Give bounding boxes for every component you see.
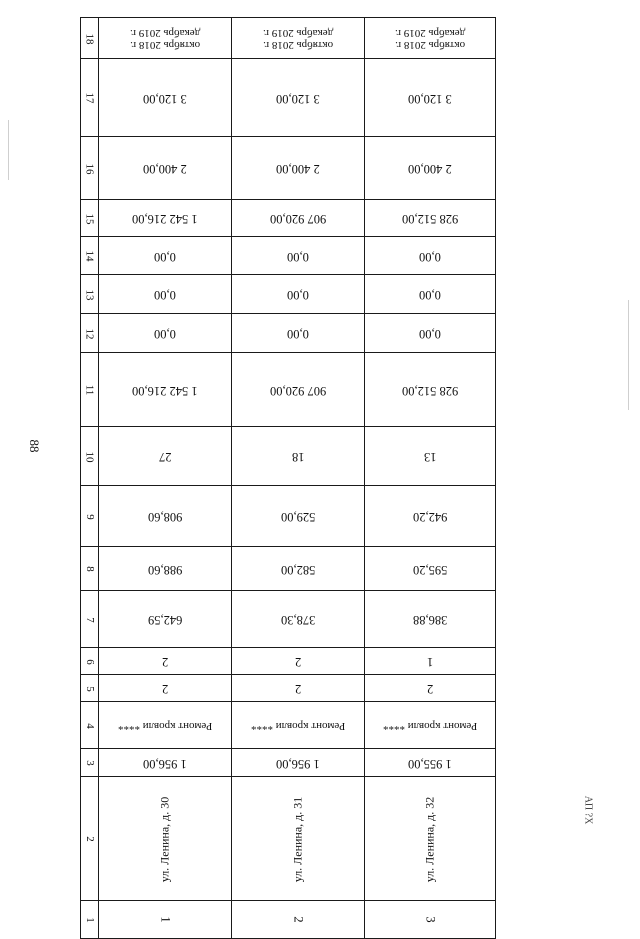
column-number-cell [80,314,98,353]
table-cell [231,749,364,777]
value-text: 2 400,00 [276,162,320,176]
table-cell [364,591,496,648]
table-column-strip [80,701,496,749]
table-cell [231,237,364,275]
column-number-cell [80,901,98,938]
table-cell [364,353,496,427]
column-number-cell [80,777,98,901]
table-cell [98,18,231,59]
table-cell [98,314,231,353]
table-column-strip [80,236,496,275]
column-number-cell [80,137,98,200]
table-column-strip [80,900,496,939]
scan-artifact-line [8,120,9,180]
table-cell [231,353,364,427]
column-number: 2 [83,836,96,842]
footer-mark: АП ?Х [582,795,594,825]
period-text [130,27,200,51]
table-cell [231,137,364,200]
value-text: 1 956,00 [143,756,187,771]
value-text: 0,00 [419,249,441,264]
table-cell [231,314,364,353]
value-text: 0,00 [419,288,441,302]
value-text: 529,00 [280,510,316,524]
column-number: 9 [83,513,96,520]
table-cell [231,486,364,547]
table-column-strip [80,274,496,314]
value-text: 3 120,00 [408,91,452,106]
address-text: ул. Ленина, д. 30 [157,796,172,882]
value-text: 988,60 [147,562,183,577]
column-number-cell [80,547,98,591]
column-number-cell [80,702,98,749]
table-column-strip [80,199,496,237]
address-text: ул. Ленина, д. 32 [422,796,437,882]
value-text: 13 [423,450,437,464]
period-text [263,27,333,51]
table-cell [231,275,364,314]
period-start: октябрь 2018 г. [262,38,334,51]
table-column-strip [80,426,496,486]
table-cell [364,427,496,486]
table-cell [98,901,231,938]
value-text: 595,20 [412,562,448,577]
value-text: 908,60 [147,510,183,524]
table-cell [98,59,231,137]
column-number: 7 [83,616,96,623]
table-cell [364,486,496,547]
table-cell [364,137,496,200]
table-column-strip [80,17,496,59]
value-text: 1 [426,655,434,669]
value-text: 642,59 [147,613,183,627]
address-text: ул. Ленина, д. 31 [290,796,305,882]
table-cell [98,591,231,648]
table-cell [231,547,364,591]
column-number: 6 [83,658,96,665]
column-number-cell [80,353,98,427]
value-text: 2 [161,682,169,696]
value-text: 0,00 [154,288,176,302]
table-cell [231,59,364,137]
value-text: 18 [291,450,305,464]
table-cell [98,237,231,275]
table-cell [364,901,496,938]
value-text: 2 400,00 [408,162,452,176]
value-text: 0,00 [287,288,309,302]
table-cell [231,777,364,901]
table-cell [231,648,364,675]
column-number-cell [80,237,98,275]
column-number: 18 [83,33,96,44]
column-number: 13 [83,289,96,300]
value-text: 2 [426,682,434,696]
table-cell [364,777,496,901]
table-cell [231,702,364,749]
column-number: 11 [83,384,96,396]
value-text: 907 920,00 [269,383,327,398]
page-number: 88 [27,439,42,453]
table-cell [98,675,231,702]
table-column-strip [80,58,496,137]
table-cell [231,427,364,486]
table-column-strip [80,546,496,591]
column-number-cell [80,749,98,777]
value-text: 2 [161,655,169,669]
table-cell [364,648,496,675]
value-text: 0,00 [287,327,309,341]
table-cell [98,353,231,427]
row-number: 3 [423,916,438,923]
data-table [80,17,496,937]
value-text: 0,00 [154,327,176,341]
table-cell [364,18,496,59]
period-text [395,27,465,51]
column-number: 17 [83,92,96,104]
work-type-text: Ремонт кровли **** [117,719,213,732]
row-number: 1 [158,916,173,923]
column-number: 5 [83,685,96,692]
value-text: 907 920,00 [269,212,327,226]
table-column-strip [80,776,496,901]
value-text: 942,20 [412,510,448,524]
period-end: декабрь 2019 г. [129,26,201,39]
period-end: декабрь 2019 г. [262,26,334,39]
value-text: 928 512,00 [401,212,459,226]
value-text: 0,00 [419,327,441,341]
value-text: 386,88 [412,613,448,627]
table-cell [231,591,364,648]
table-cell [231,18,364,59]
period-start: октябрь 2018 г. [129,38,201,51]
value-text: 928 512,00 [401,383,459,398]
table-column-strip [80,136,496,200]
table-cell [98,702,231,749]
table-column-strip [80,352,496,427]
scan-artifact-line [628,300,629,410]
column-number: 12 [83,328,96,339]
column-number-cell [80,486,98,547]
table-cell [364,547,496,591]
value-text: 0,00 [287,249,309,264]
column-number: 10 [83,451,96,462]
value-text: 2 [294,682,302,696]
table-column-strip [80,748,496,777]
column-number: 16 [83,163,96,174]
period-end: декабрь 2019 г. [394,26,466,39]
table-cell [98,749,231,777]
column-number: 8 [83,566,96,572]
value-text: 1 542 216,00 [132,383,198,398]
column-number-cell [80,59,98,137]
column-number-cell [80,648,98,675]
table-cell [98,137,231,200]
row-number: 2 [291,916,306,923]
value-text: 2 [294,655,302,669]
column-number: 4 [83,722,96,729]
table-cell [98,777,231,901]
table-cell [364,275,496,314]
column-number: 15 [83,213,96,224]
value-text: 378,30 [280,613,316,627]
value-text: 1 542 216,00 [132,212,198,226]
value-text: 582,00 [280,562,316,577]
value-text: 2 400,00 [143,162,187,176]
column-number-cell [80,591,98,648]
value-text: 3 120,00 [276,91,320,106]
work-type-text: Ремонт кровли **** [382,719,478,732]
value-text: 1 955,00 [408,756,452,771]
table-cell [364,59,496,137]
value-text: 27 [158,450,172,464]
column-number: 14 [83,250,96,262]
table-cell [364,237,496,275]
table-cell [98,648,231,675]
table-cell [98,427,231,486]
table-column-strip [80,313,496,353]
table-column-strip [80,590,496,648]
table-cell [364,675,496,702]
table-column-strip [80,647,496,675]
column-number-cell [80,675,98,702]
table-cell [98,275,231,314]
table-column-strip [80,485,496,547]
column-number-cell [80,275,98,314]
table-cell [98,547,231,591]
column-number: 3 [83,760,96,766]
table-column-strip [80,674,496,702]
value-text: 3 120,00 [143,91,187,106]
table-cell [231,675,364,702]
table-cell [364,200,496,237]
column-number-cell [80,18,98,59]
column-number-cell [80,427,98,486]
table-cell [364,749,496,777]
table-cell [231,901,364,938]
work-type-text: Ремонт кровли **** [250,719,346,732]
table-cell [98,486,231,547]
table-cell [98,200,231,237]
column-number-cell [80,200,98,237]
table-cell [364,314,496,353]
value-text: 1 956,00 [276,756,320,771]
period-start: октябрь 2018 г. [394,38,466,51]
table-cell [231,200,364,237]
column-number: 1 [83,916,96,923]
value-text: 0,00 [154,249,176,264]
table-cell [364,702,496,749]
